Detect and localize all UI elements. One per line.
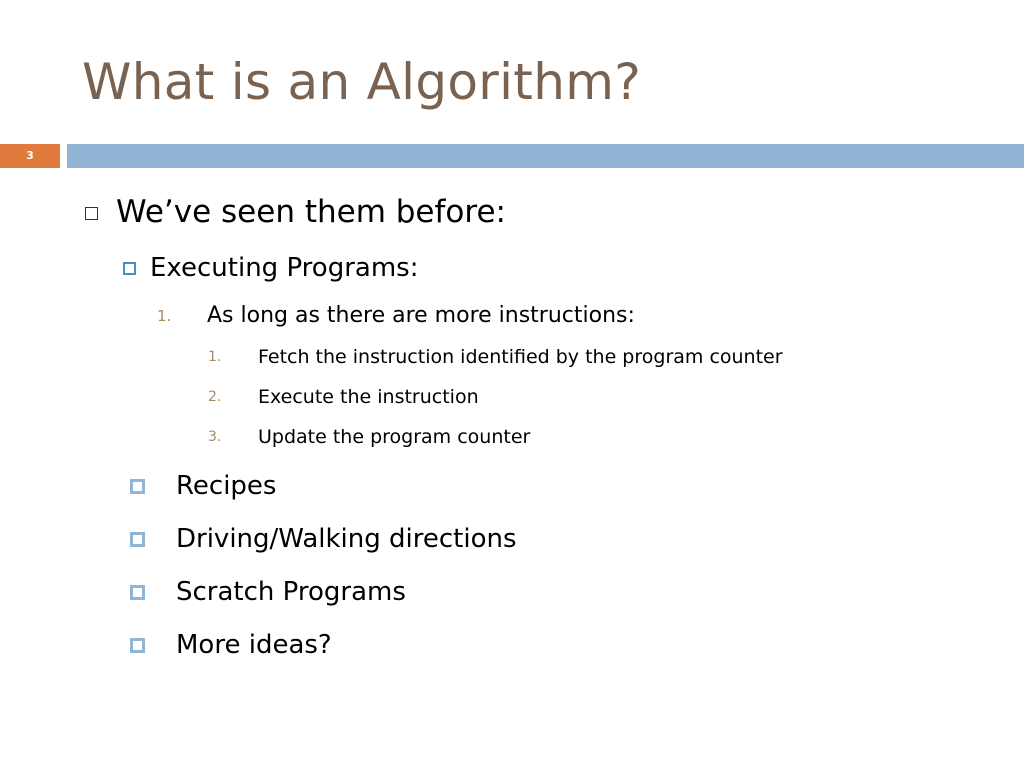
- header-accent-bar: [67, 144, 1024, 168]
- light-blue-square-bullet-icon: [130, 638, 145, 653]
- hollow-square-icon: [85, 207, 98, 220]
- example-item-text: Driving/Walking directions: [176, 524, 517, 554]
- numbered-marker: 1.: [157, 307, 172, 325]
- slide-title: What is an Algorithm?: [82, 53, 642, 111]
- light-blue-square-bullet-icon: [130, 585, 145, 600]
- bullet-level1-text: We’ve seen them before:: [116, 194, 506, 230]
- slide-number: 3: [26, 149, 34, 162]
- light-blue-square-bullet-icon: [130, 479, 145, 494]
- light-blue-square-bullet-icon: [130, 532, 145, 547]
- example-item-text: More ideas?: [176, 630, 332, 660]
- bullet-level3-text: As long as there are more instructions:: [207, 303, 635, 328]
- numbered-marker: 1.: [208, 349, 222, 365]
- bullet-level2-text: Executing Programs:: [150, 253, 419, 283]
- example-item-text: Scratch Programs: [176, 577, 406, 607]
- bullet-level4-text: Execute the instruction: [258, 386, 479, 408]
- bullet-level4-text: Update the program counter: [258, 426, 531, 448]
- example-item-text: Recipes: [176, 471, 277, 501]
- numbered-marker: 2.: [208, 389, 222, 405]
- numbered-marker: 3.: [208, 429, 222, 445]
- blue-square-bullet-icon: [123, 262, 136, 275]
- bullet-level4-text: Fetch the instruction identified by the program counter: [258, 346, 783, 368]
